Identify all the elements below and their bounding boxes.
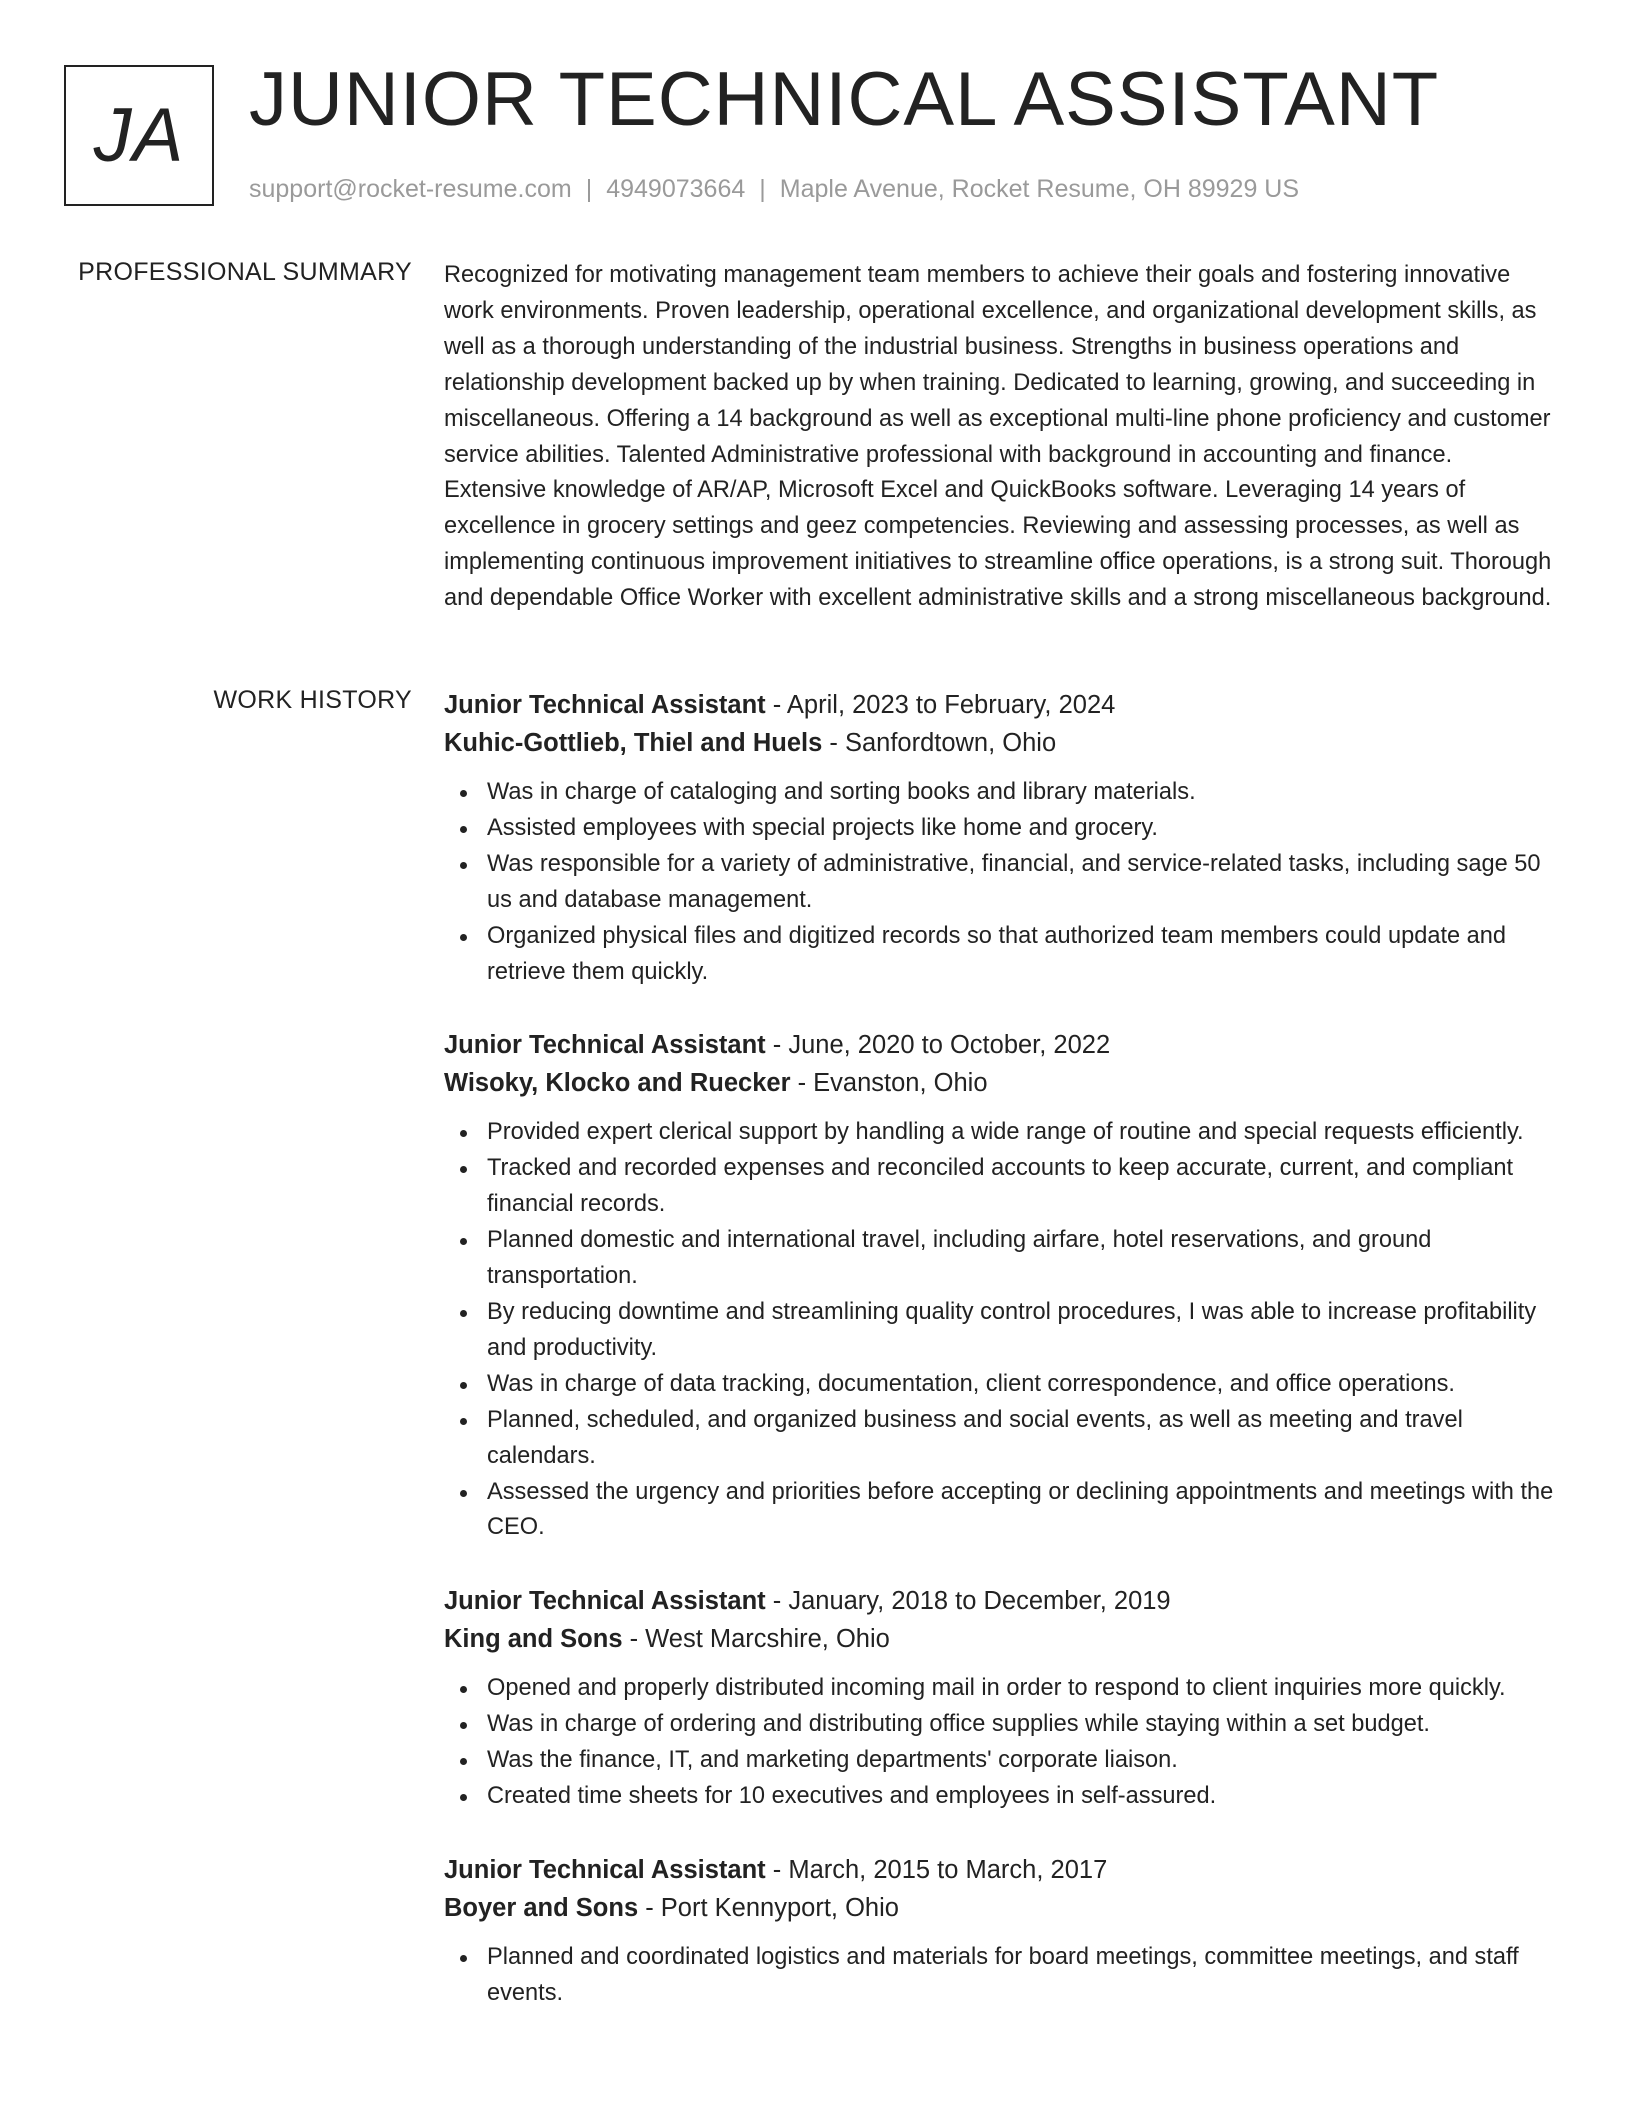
- contact-email: support@rocket-resume.com: [249, 175, 572, 203]
- job-location: - Evanston, Ohio: [790, 1069, 988, 1098]
- job-title: Junior Technical Assistant: [444, 1031, 766, 1060]
- job-bullet: Was responsible for a variety of administrative, financial, and service-related tasks, including sage 50 us and database management.: [444, 847, 1559, 919]
- job-title-line: [444, 686, 1559, 724]
- job-bullet: Tracked and recorded expenses and reconciled accounts to keep accurate, current, and compliant financial records.: [444, 1151, 1559, 1223]
- contact-separator: |: [585, 175, 593, 203]
- job-bullet: Opened and properly distributed incoming mail in order to respond to client inquiries more quickly.: [444, 1671, 1559, 1707]
- job-company: Wisoky, Klocko and Ruecker: [444, 1069, 791, 1098]
- job-bullet: Planned domestic and international travel, including airfare, hotel reservations, and ground transportation.: [444, 1223, 1559, 1295]
- job-location: - Sanfordtown, Ohio: [822, 729, 1057, 757]
- job-company-line: [444, 724, 1559, 762]
- job-company-line: [444, 1620, 1559, 1658]
- job-title-line: [444, 1026, 1559, 1064]
- contact-phone: 4949073664: [606, 175, 746, 203]
- job-company: Boyer and Sons: [444, 1893, 639, 1922]
- job-bullet: Created time sheets for 10 executives and employees in self-assured.: [444, 1779, 1559, 1815]
- job-bullet: Was in charge of cataloging and sorting books and library materials.: [444, 775, 1559, 811]
- work-history: [444, 686, 1559, 2048]
- job-bullet: Assessed the urgency and priorities before accepting or declining appointments and meetings with the CEO.: [444, 1475, 1559, 1547]
- job-bullet: Was in charge of data tracking, documentation, client correspondence, and office operations.: [444, 1367, 1559, 1403]
- job-company: King and Sons: [444, 1625, 623, 1654]
- job-entry: [444, 1026, 1559, 1546]
- job-bullet: Planned, scheduled, and organized business and social events, as well as meeting and travel calendars.: [444, 1403, 1559, 1475]
- contact-address: Maple Avenue, Rocket Resume, OH 89929 US: [779, 175, 1300, 203]
- job-location: - Port Kennyport, Ohio: [638, 1893, 899, 1922]
- job-entry: [444, 1582, 1559, 1815]
- job-title: Junior Technical Assistant: [444, 1587, 766, 1616]
- summary-text: Recognized for motivating management team members to achieve their goals and fostering innovative work environments. Proven leadership, operational excellence, and organizational development skills, as well as a thorough understanding of the industrial business. Strengths in business operations and relationship development backed up by when training. Dedicated to learning, growing, and succeeding in miscellaneous. Offering a 14 background as well as exceptional multi-line phone proficiency and customer service abilities. Talented Administrative professional with background in accounting and finance. Extensive knowledge of AR/AP, Microsoft Excel and QuickBooks software. Leveraging 14 years of excellence in grocery settings and geez competencies. Reviewing and assessing processes, as well as implementing continuous improvement initiatives to streamline office operations, is a strong suit. Thorough and dependable Office Worker with excellent administrative skills and a strong miscellaneous background.: [444, 262, 1552, 612]
- job-title-line: [444, 1851, 1559, 1889]
- contact-separator: |: [759, 175, 766, 203]
- job-bullet: By reducing downtime and streamlining quality control procedures, I was able to increase profitability and productivity.: [444, 1295, 1559, 1367]
- job-company-line: [444, 1064, 1559, 1102]
- job-bullet: Provided expert clerical support by handling a wide range of routine and special requests efficiently.: [444, 1115, 1559, 1151]
- job-bullet: Was the finance, IT, and marketing departments' corporate liaison.: [444, 1743, 1559, 1779]
- job-entry: [444, 686, 1559, 990]
- job-dates: - April, 2023 to February, 2024: [765, 691, 1116, 719]
- job-bullets: [444, 775, 1559, 990]
- monogram-initials: JA: [93, 93, 185, 178]
- job-company: Kuhic-Gottlieb, Thiel and Huels: [444, 729, 823, 757]
- job-location: - West Marcshire, Ohio: [622, 1625, 890, 1654]
- monogram-badge: [64, 65, 214, 206]
- job-bullet: Planned and coordinated logistics and materials for board meetings, committee meetings, and staff events.: [444, 1940, 1559, 2012]
- job-entry: [444, 1851, 1559, 2012]
- resume-title: JUNIOR TECHNICAL ASSISTANT: [249, 57, 1440, 142]
- job-dates: - March, 2015 to March, 2017: [765, 1855, 1108, 1884]
- section-heading-summary: PROFESSIONAL SUMMARY: [78, 258, 412, 286]
- job-dates: - January, 2018 to December, 2019: [765, 1587, 1171, 1616]
- job-bullets: [444, 1940, 1559, 2012]
- job-title-line: [444, 1582, 1559, 1620]
- job-company-line: [444, 1889, 1559, 1927]
- job-bullets: [444, 1671, 1559, 1815]
- contact-line: [249, 175, 1299, 204]
- job-bullet: Assisted employees with special projects like home and grocery.: [444, 811, 1559, 847]
- job-title: Junior Technical Assistant: [444, 1855, 766, 1884]
- section-heading-work: WORK HISTORY: [213, 686, 412, 714]
- job-title: Junior Technical Assistant: [444, 691, 766, 719]
- job-bullet: Was in charge of ordering and distributing office supplies while staying within a set budget.: [444, 1707, 1559, 1743]
- job-dates: - June, 2020 to October, 2022: [765, 1031, 1111, 1060]
- job-bullets: [444, 1115, 1559, 1546]
- job-bullet: Organized physical files and digitized records so that authorized team members could update and retrieve them quickly.: [444, 919, 1559, 991]
